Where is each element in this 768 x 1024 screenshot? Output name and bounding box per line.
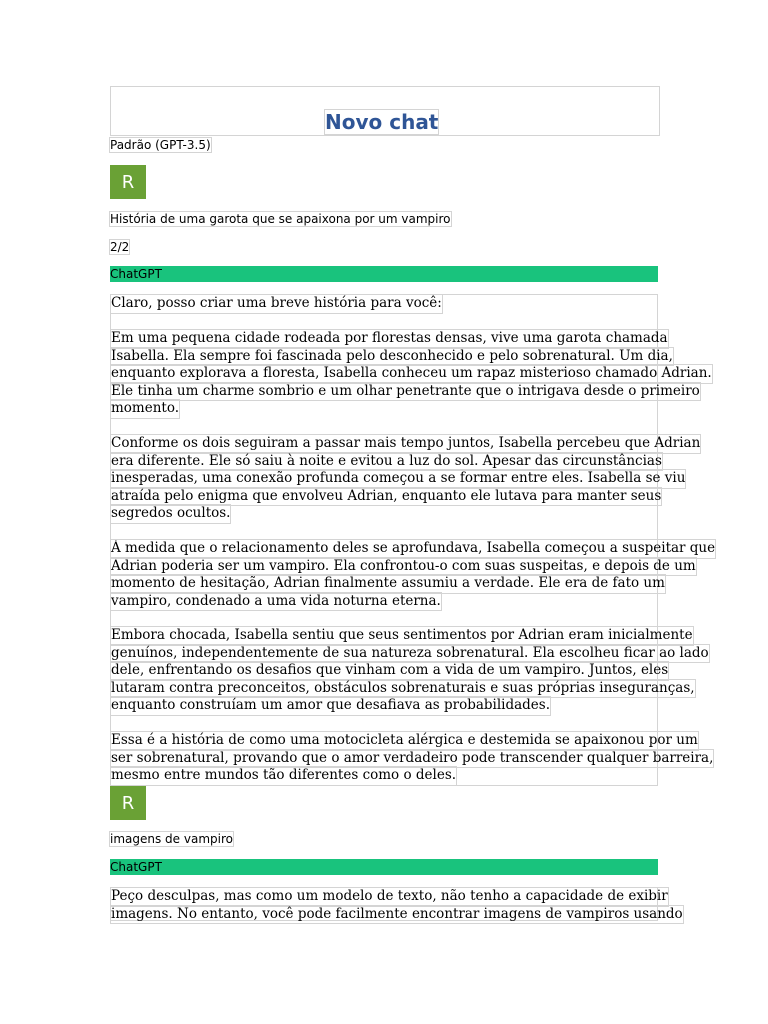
- user-message: imagens de vampiro: [110, 832, 233, 846]
- response-line: À medida que o relacionamento deles se aprofundava, Isabella começou a suspeitar que: [111, 540, 716, 556]
- user-avatar: R: [110, 165, 146, 199]
- assistant-label-bar: [110, 859, 658, 875]
- user-avatar: R: [110, 786, 146, 820]
- response-line: inesperadas, uma conexão profunda começou a se formar entre eles. Isabella se viu: [111, 470, 686, 486]
- response-line: dele, enfrentando os desafios que vinham com a vida de um vampiro. Juntos, eles: [111, 662, 669, 678]
- response-line: ser sobrenatural, provando que o amor verdadeiro pode transcender qualquer barreira,: [111, 749, 714, 766]
- user-message: História de uma garota que se apaixona por um vampiro: [110, 212, 451, 226]
- response-line: enquanto construíam um amor que desafiava as probabilidades.: [111, 697, 551, 713]
- response-line: Isabella. Ela sempre foi fascinada pelo desconhecido e pelo sobrenatural. Um dia,: [111, 347, 673, 364]
- response-line: imagens. No entanto, você pode facilmente encontrar imagens de vampiros usando: [111, 905, 683, 922]
- assistant-response: [110, 294, 716, 786]
- response-line: mesmo entre mundos tão diferentes como o deles.: [111, 767, 457, 783]
- response-line: Essa é a história de como uma motocicleta alérgica e destemida se apaixonou por um: [111, 732, 698, 748]
- assistant-label: ChatGPT: [110, 267, 162, 281]
- response-line: momento de hesitação, Adrian finalmente assumiu a verdade. Ele era de fato um: [111, 575, 665, 591]
- response-line: Ele tinha um charme sombrio e um olhar penetrante que o intrigava desde o primeiro: [111, 382, 700, 399]
- assistant-label-bar: [110, 266, 658, 282]
- response-line: Peço desculpas, mas como um modelo de texto, não tenho a capacidade de exibir: [111, 888, 668, 904]
- response-line: vampiro, condenado a uma vida noturna eterna.: [111, 592, 441, 609]
- response-line: Adrian poderia ser um vampiro. Ela confrontou-o com suas suspeitas, e depois de um: [111, 557, 696, 574]
- response-pagination[interactable]: 2/2: [110, 240, 130, 254]
- response-line: Embora chocada, Isabella sentiu que seus sentimentos por Adrian eram inicialmente: [111, 627, 693, 643]
- assistant-label: ChatGPT: [110, 860, 162, 874]
- response-line: Em uma pequena cidade rodeada por florestas densas, vive uma garota chamada: [111, 330, 668, 346]
- response-line: momento.: [111, 400, 180, 416]
- response-line: atraída pelo enigma que envolveu Adrian, enquanto ele lutava para manter seus: [111, 487, 662, 504]
- response-line: genuínos, independentemente de sua natureza sobrenatural. Ela escolheu ficar ao lado: [111, 644, 709, 661]
- response-line: enquanto explorava a floresta, Isabella conheceu um rapaz misterioso chamado Adrian.: [111, 365, 712, 381]
- response-line: Claro, posso criar uma breve história para você:: [111, 295, 442, 311]
- page-title: Novo chat: [325, 110, 439, 134]
- response-line: era diferente. Ele só saiu à noite e evitou a luz do sol. Apesar das circunstâncias: [111, 452, 662, 469]
- response-line: Conforme os dois seguiram a passar mais tempo juntos, Isabella percebeu que Adrian: [111, 435, 701, 451]
- assistant-response: [110, 887, 683, 922]
- model-label: Padrão (GPT-3.5): [110, 138, 211, 152]
- response-line: lutaram contra preconceitos, obstáculos sobrenaturais e suas próprias inseguranças,: [111, 679, 695, 696]
- response-line: segredos ocultos.: [111, 505, 231, 521]
